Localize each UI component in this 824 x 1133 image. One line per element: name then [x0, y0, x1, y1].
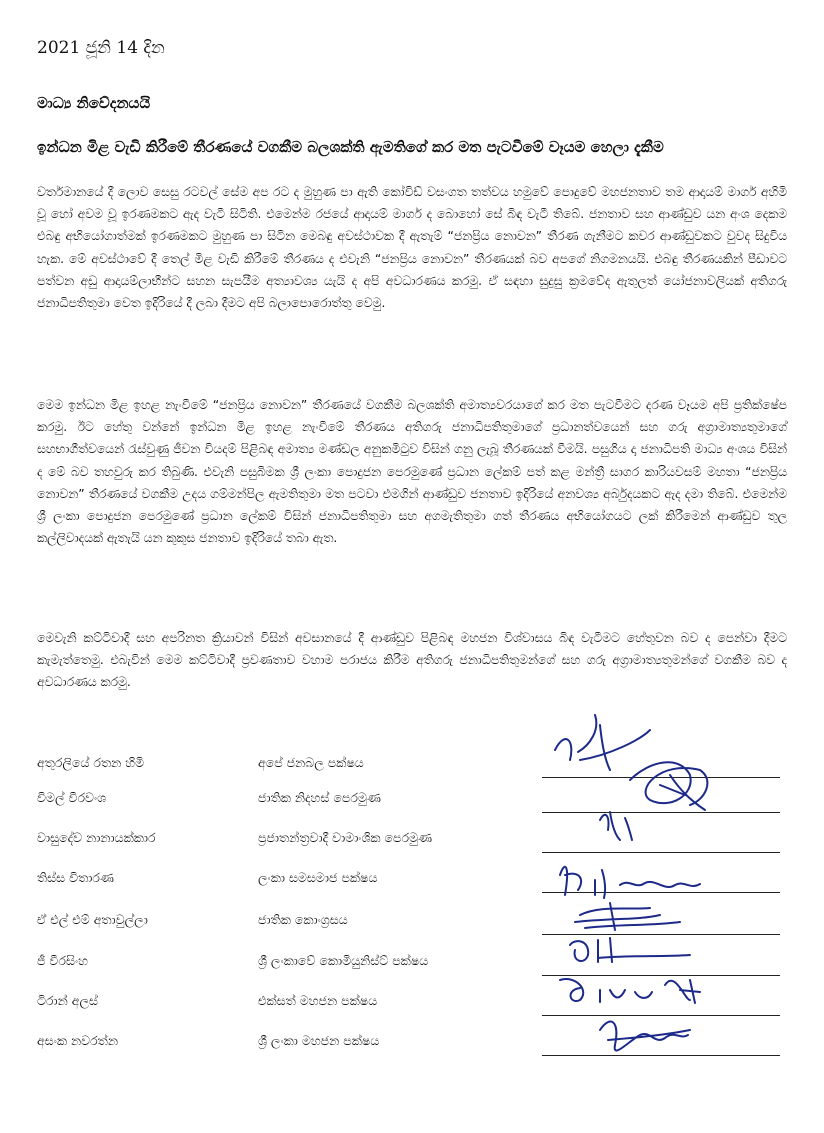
signature-5 [575, 903, 680, 930]
signatory-name: අසංක නවරත්න [37, 1033, 118, 1048]
signatory-name: ඒ එල් එම් අතාවුල්ලා [37, 912, 148, 927]
signatory-party: ශ්‍රී ලංකා මහජන පක්ෂය [258, 1033, 380, 1048]
signatory-name: ටිරාන් අලස් [37, 993, 98, 1008]
signatory-party: එක්සත් මහජන පක්ෂය [258, 993, 378, 1008]
signature-6 [570, 938, 690, 962]
signatory-party: ජාතික කොංග්‍රසය [258, 912, 348, 927]
signatory-party: ලංකා සමසමාජ පක්ෂය [258, 870, 378, 885]
document-heading: ඉන්ධන මිළ වැඩි කිරීමේ තීරණයේ වගකීම බලශක්ති ඇමතිගේ කර මත පැටවීමේ වෑයම හෙලා දැකීම [37, 138, 664, 156]
signatory-name: අතුරලියේ රතන හිමි [37, 755, 145, 770]
signature-3 [600, 812, 632, 840]
signature-7 [560, 979, 700, 1003]
signatory-party: අපේ ජනබල පක්ෂය [258, 755, 364, 770]
body-paragraph-1: වර්තමානයේ දී ලොව සෙසු රටවල් සේම අප රට ද මුහුණ පා ඇති කෝවිඩ් වසංගත තත්වය හමුවේ පොදුවේ මහජනතාව තම ආදායම් මාර්ග අහිමි වූ හෝ අවම වූ ඉරණමකට ඇද වැටී සිටිති. එමෙන්ම රජයේ ආදායම් මාර්ග ද බොහෝ සේ බිඳ වැටී තිබේ. ජනතාව සහ ආණ්ඩුව යන අංශ දෙකම එබඳු අභියෝගාත්මක් ඉරණමකට මුහුණ පා සිටින මෙබඳු අවස්ථාවක දී ඇතැම් “ජනප්‍රිය නොවන” තීරණ ගැනීමට කවර ආණ්ඩුවකට වුවද සිදුවිය හැක. මේ අවස්ථාවේ දී තෙල් මිළ වැඩි කිරීමේ තීරණය ද එවැනි “ජනප්‍රිය නොවන” තීරණයක් බව අපගේ නිගමනයයි. එබඳු තීරණයකින් පීඩාවට පත්වන අඩු ආදායම්ලාභීන්ට සහන සැපයීම අත්‍යාවශ්‍ය යැයි ද අපි අවධාරණය කරමු. ඒ සඳහා සුදුසු ක්‍රමවේද ඇතුලත් යෝජනාවලියක් අතිගරු ජනාධිපතිතුමා වෙත ඉදිරියේ දී ලබා දීමට අපි බලාපොරොත්තු වෙමු. [37, 185, 787, 311]
signatory-party: ජාතික නිදහස් පෙරමුණ [258, 790, 381, 805]
signatory-party: ශ්‍රී ලංකාවේ කොමියුනිස්ට් පක්ෂය [258, 953, 429, 968]
signatory-name: විමල් වීරවංශ [37, 790, 107, 805]
signature-8 [600, 1022, 690, 1051]
body-paragraph-2: මෙම ඉන්ධන මිළ ඉහළ නැංවීමේ “ජනප්‍රිය නොවන” තීරණයේ වගකීම බලශක්ති අමාත්‍යවරයාගේ කර මත පැටවීමට දරණ වෑයම අපි ප්‍රතික්ෂේප කරමු. ඊට හේතු වන්නේ ඉන්ධන මිළ ඉහළ නැංවීමේ තීරණය අතිගරු ජනාධිපතිතුමාගේ ප්‍රධානත්වයෙන් සහ ගරු අග්‍රාමාත්‍යතුමාගේ සහභාගීත්වයෙන් රැස්වුණු ජීවන වියදම් පිළිබඳ අමාත්‍ය මණ්ඩල අනුකමිටුව විසින් ගනු ලැබූ තීරණයක් වීමයි. පසුගිය දා ජනාධිපති මාධ්‍ය අංශය විසින් ද මේ බව තහවුරු කර තිබුණි. එවැනි පසුබිමක ශ්‍රී ලංකා පොදුජන පෙරමුණේ ප්‍රධාන ලේකම් පත් කළ මන්ත්‍රී සාගර කාරියවසම් මහතා “ජනප්‍රිය නොවන” තීරණයේ වගකීම උදය ගම්මන්පිල ඇමතිතුමා මත පටවා එමගින් ආණ්ඩුව ජනතාව ඉදිරියේ අනවශ්‍ය අර්බුදයකට ඇද දමා තිබේ. එමෙන්ම ශ්‍රී ලංකා පොදුජන පෙරමුණේ ප්‍රධාන ලේකම් විසින් ජනාධිපතිතුමා සහ අගමැතිතුමා ගත් තීරණය අභියෝගයට ලක් කිරීමෙන් ආණ්ඩුව තුල කල්ලිවාදයක් ඇතැයි යන කුකුස ජනතාව ඉදිරියේ තබා ඇත. [37, 398, 787, 546]
signatory-name: වාසුදේව නානායක්කාර [37, 830, 156, 845]
signatory-name: ජී වීරසිංහ [37, 953, 88, 968]
signatory-name: තිස්ස විතාරණ [37, 870, 114, 885]
signature-1 [555, 715, 650, 770]
body-paragraph-3: මෙවැනි කට්ටිවාදී සහ අපරිනත ක්‍රියාවන් විසින් අවසානයේ දී ආණ්ඩුව පිළිබඳ මහජන විශ්වාසය බිඳ වැටීමට හේතුවන බව ද පෙන්වා දීමට කැමැත්තෙමු. එබැවින් මෙම කට්ටිවාදී ප්‍රවණතාව වහාම පරාජය කිරීම අතිගරු ජනාධිපතිතුමන්ගේ සහ ගරු අග්‍රාමාත්‍යතුමන්ගේ වගකීම බව ද අවධාරණය කරමු. [37, 631, 787, 690]
document-date: 2021 ජූනි 14 දින [37, 38, 165, 58]
handwritten-signatures [540, 700, 800, 1070]
signature-4 [560, 867, 700, 898]
signatory-party: ප්‍රජාතන්ත්‍රවාදී වාමාංශික පෙරමුණ [258, 830, 433, 845]
signature-2 [630, 762, 707, 810]
document-subtitle: මාධ්‍ය නිවේදනයයි [37, 94, 151, 112]
